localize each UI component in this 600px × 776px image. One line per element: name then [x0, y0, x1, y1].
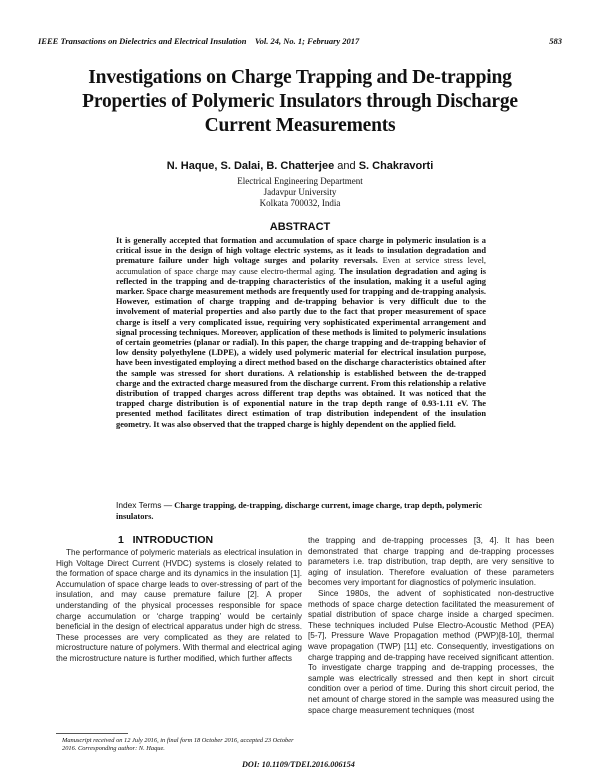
left-column	[56, 548, 302, 665]
index-terms-label: Index Terms —	[116, 500, 173, 510]
journal-info: IEEE Transactions on Dielectrics and Electrical Insulation Vol. 24, No. 1; February 2017	[38, 36, 360, 46]
index-terms	[116, 500, 486, 522]
abstract-part1: It is generally accepted that formation and accumulation of space charge in polymeric insulation is a critical issue in the design of high voltage electric systems, as it leads to insulation degradation and premature failure under high voltage surges and polarity reversals.	[116, 236, 486, 266]
manuscript-footnote: Manuscript received on 12 July 2016, in final form 18 October 2016, accepted 23 October 2016. Corresponding author: N. Haque.	[62, 737, 294, 752]
abstract-heading: ABSTRACT	[269, 221, 331, 233]
abstract-part2: Even at service stress level, accumulation of space charge may cause electro-thermal aging.	[116, 256, 486, 276]
abstract-part3: The insulation degradation and aging is reflected in the trapping and de-trapping characteristics of the insulation, making it a useful aging marker. Space charge measurement methods are frequently used for trapping and de-trapping analysis. However, estimation of charge trapping and de-trapping behavior is very difficult due to the involvement of material properties and also partly due to the fact that proper measurement of space charge is itself a very complicated issue, requiring very sophisticated experimental arrangement and signal processing techniques. Moreover, application of these methods is limited to polymeric insulations of certain geometries (planar or radial). In this paper, the charge trapping and de-trapping behavior of low density polyethylene (LDPE), a widely used polymeric material for electrical insulation purpose, have been investigated employing a direct method based on the discharge characteristics obtained after the sample was stressed for short durations. A relationship is established between the de-trapped charge and the extracted charge measured from the discharge current. From this relationship a relative distribution of trapped charges across different trap depths was obtained. It was noticed that the trapped charge distribution is of exponential nature in the trap depth range of 0.93-1.11 eV. The presented method facilitates direct estimation of trap distribution independent of the insulation geometry. It was also observed that the trapped charge is highly dependent on the applied field.	[116, 266, 486, 429]
section-heading-introduction: 1 INTRODUCTION	[118, 534, 214, 546]
footnote-divider	[56, 733, 128, 734]
title-line: Properties of Polymeric Insulators through Discharge	[82, 91, 518, 112]
intro-paragraph-continued: the trapping and de-trapping processes [3, 4]. It has been demonstrated that charge trapping and de-trapping processes parameters i.e. trap distribution, trap depth, are very sensitive to aging of insulation. Therefore evaluation of these parameters becomes very important for diagnostics of polymeric insulation.	[308, 536, 554, 588]
abstract-body	[116, 236, 486, 430]
authors-main: N. Haque, S. Dalai, B. Chatterjee	[166, 160, 335, 172]
author-list	[40, 160, 560, 172]
right-column	[308, 536, 554, 716]
paper-title	[60, 66, 540, 138]
page-number: 583	[549, 36, 562, 46]
affiliation-city: Kolkata 700032, India	[259, 198, 341, 208]
affiliation-dept: Electrical Engineering Department	[237, 176, 363, 186]
authors-and: and	[337, 160, 356, 172]
affiliation-university: Jadavpur University	[263, 187, 337, 197]
doi: DOI: 10.1109/TDEI.2016.006154	[242, 760, 355, 769]
title-line: Investigations on Charge Trapping and De-trapping	[88, 67, 512, 88]
index-terms-list: Charge trapping, de-trapping, discharge current, image charge, trap depth, polymeric insulators.	[116, 501, 483, 521]
title-line: Current Measurements	[204, 115, 396, 136]
intro-paragraph: Since 1980s, the advent of sophisticated non-destructive methods of space charge detection facilitated the measurement of spatial distribution of space charge inside a charged specimen. These techniques included Pulse Electro-Acoustic Method (PEA) [5-7], Pressure Wave Propagation method (PWP)[8-10], thermal wave propagation (TWP) [11] etc. Consequently, investigations on charge trapping and de-trapping have received significant attention. To investigate charge trapping and de-trapping processes, the sample was electrically stressed and then kept in short circuit condition over a period of time. During this short circuit period, the net amount of charge stored in the sample was measured using the space charge measurement techniques (most	[308, 588, 554, 715]
authors-last: S. Chakravorti	[358, 160, 434, 172]
intro-paragraph: The performance of polymeric materials as electrical insulation in High Voltage Direct Current (HVDC) systems is closely related to the formation of space charge and its dynamics in the insulation [1]. Accumulation of space charge leads to over-stressing of part of the insulation, and may cause premature failure [2]. A proper understanding of the physical processes responsible for space charge accumulation or ‘charge trapping’ would be certainly beneficial in the design of electrical apparatus under high dc stress. These processes are very complicated as they are related to microstructure nature of polymers. With thermal and electrical aging the microstructure nature is further modified, which further affects	[56, 548, 302, 663]
running-header	[38, 36, 562, 46]
